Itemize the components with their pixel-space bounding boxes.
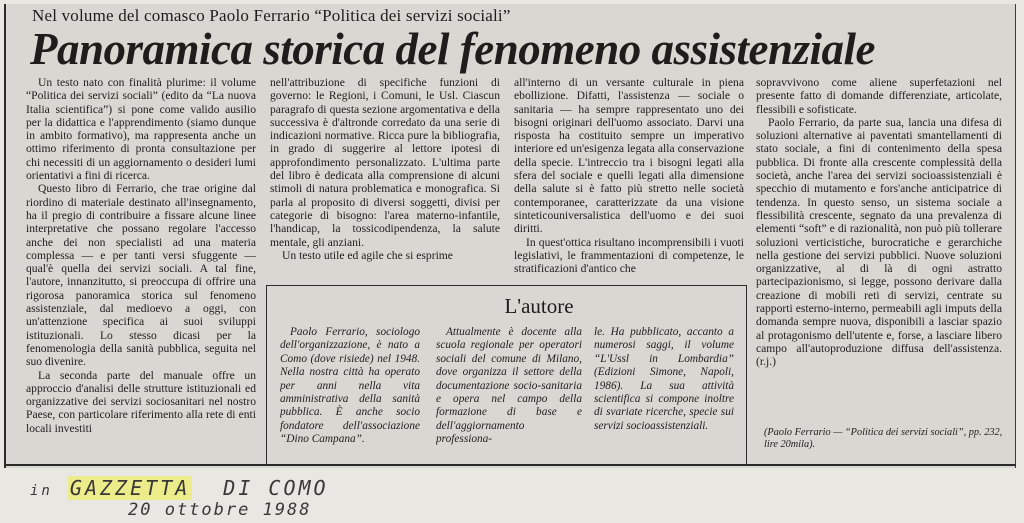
paragraph: Paolo Ferrario, sociologo dell'organizzazione, è nato a Como (dove risiede) nel 1948. Nella nostra città ha operato per anni nella vita amministrativa della sanità pubblica. È anche socio fondatore dell'associazione “Dino Campana”. [280,326,420,446]
paragraph: Un testo nato con finalità plurime: il volume “Politica dei servizi sociali” (edito da “La nuova Italia scientifica”) si pone come valido ausilio per la didattica e l'apprendimento (siamo dunque in ambito formativo), ma rappresenta anche un ottimo riferimento di pronta consultazione per chi necessiti di un aggiornamento o desideri lumi orientativi a fini di ricerca. [26,76,256,183]
box-rule-left [266,285,267,466]
book-caption: (Paolo Ferrario — “Politica dei servizi sociali”, pp. 232, lire 20mila). [764,427,1003,450]
paragraph: Paolo Ferrario, da parte sua, lancia una difesa di soluzioni alternative ai paventati smantellamenti di stato sociale, a fini di contenimento della spesa pubblica. Di fronte alla crescente complessità della società, anche l'area dei servizi socioassistenziali è specchio di mutamento e fors'anche anticipatrice di tendenza. In questo senso, un sistema sociale a flessibilità crescente, segnato da una prevalenza di elementi “soft” e di razionalità, non può più tollerare soluzioni verticistiche, burocratiche e gerarchiche nella gestione dei servizi pubblici. Nuove soluzioni organizzative, al di là di ogni astratto partecipazionismo, si legge, possono derivare dalla creazione di mobili reti di servizi, centrate su rapporti esterno-interno, permeabili agli imputs della domanda sempre nuova, disponibili a lasciar spazio al protagonismo dell'utente e, forse, a lasciare libero campo all'autoproduzione diffusa dell'assistenza. (r.j.) [756,115,1002,369]
article [4,4,1016,468]
author-bio-column-2 [436,326,582,460]
paragraph: le. Ha pubblicato, accanto a numerosi saggi, il volume “L'Ussl in Lombardia” (Edizioni Simone, Napoli, 1986). La sua attività scientifica si compone inoltre di svariate ricerche, specie sui servizi socioassistenziali. [594,326,734,432]
author-box-title: L'autore [504,294,574,318]
article-kicker: Nel volume del comasco Paolo Ferrario “Politica dei servizi sociali” [32,6,511,25]
article-headline: Panoramica storica del fenomeno assistenziale [30,24,876,74]
paragraph: nell'attribuzione di specifiche funzioni di governo: le Regioni, i Comuni, le Usl. Ciascun paragrafo di questa sezione argomentativa e della successiva è d'altronde corredato da una serie di indicazioni normative. Ricca pure la bibliografia, in grado di suggerire al lettore ipotesi di approfondimento personalizzato. L'ultima parte del libro è dedicata alla comprensione di alcuni stimoli di natura problematica e monografica. Si parla al proposito di diversi soggetti, divisi per categorie di bisogno: l'area materno-infantile, l'handicap, la tossicodipendenza, la salute mentale, gli anziani. [270,76,500,249]
handwritten-newspaper-suffix: DI COMO [223,476,329,500]
box-rule-top [266,285,746,286]
box-rule-right [746,285,747,466]
author-bio-column-1 [280,326,420,460]
paragraph: Un testo utile ed agile che si esprime [282,248,453,262]
article-column-3 [514,76,744,281]
article-column-1 [26,76,256,460]
paragraph: La seconda parte del manuale offre un approccio d'analisi delle strutture istituzionali ed organizzative dei servizi sociosanitari nel nostro Paese, con particolare riferimento alla rete di enti locali investiti [26,368,256,435]
handwritten-date: 20 ottobre 1988 [128,500,312,520]
paragraph: Questo libro di Ferrario, che trae origine dal riordino di materiale destinato all'insegnamento, ha il pregio di contribuire a fissare alcune linee interpretative che possano regolare l'accesso anche dei non specialisti ad una materia complessa — e per tanti versi sfuggente — qual'è quella dei servizi sociali. A tal fine, l'autore, innanzitutto, si preoccupa di offrire una rigorosa panoramica storica sul fenomeno assistenziale, dal medioevo a oggi, con un'attenzione specifica ai suoi sviluppi istituzionali. Lo stesso dicasi per la fenomenologia della sanità pubblica, seguita nel suo divenire. [26,182,256,369]
handwritten-source-note [30,476,329,500]
handwritten-prefix: in [30,483,53,499]
author-bio-column-3 [594,326,734,460]
paragraph: sopravvivono come aliene superfetazioni nel presente fatto di domande differenziate, articolate, flessibili e sofisticate. [756,76,1002,116]
article-column-2 [270,76,500,281]
clipping-bottom-rule [4,464,1016,466]
paragraph: Attualmente è docente alla scuola regionale per operatori sociali del comune di Milano, dove organizza il settore della documentazione socio-sanitaria e opera nel campo della formazione di base e dell'aggiornamento professiona- [436,326,582,446]
paragraph: all'interno di un versante culturale in piena ebollizione. Difatti, l'assistenza — sociale o sanitaria — ha sempre rappresentato uno dei bisogni originari dell'uomo associato. Darvi una risposta ha costituito sempre un imperativo interiore ed un'esigenza legata alla conservazione della specie. L'intreccio tra i bisogni legati alla sfera del sociale e quelli legati alla dimensione della salute si è fatto più stretto nelle società contemporanee, caratterizzate da una visione sinteticouniversalistica dell'uomo e dei suoi diritti. [514,76,744,236]
highlighted-newspaper-name: GAZZETTA [69,476,191,500]
paragraph: In quest'ottica risultano incomprensibili i vuoti legislativi, le frammentazioni di competenze, le stratificazioni d'antico che [514,235,744,276]
article-column-4 [756,76,1002,426]
